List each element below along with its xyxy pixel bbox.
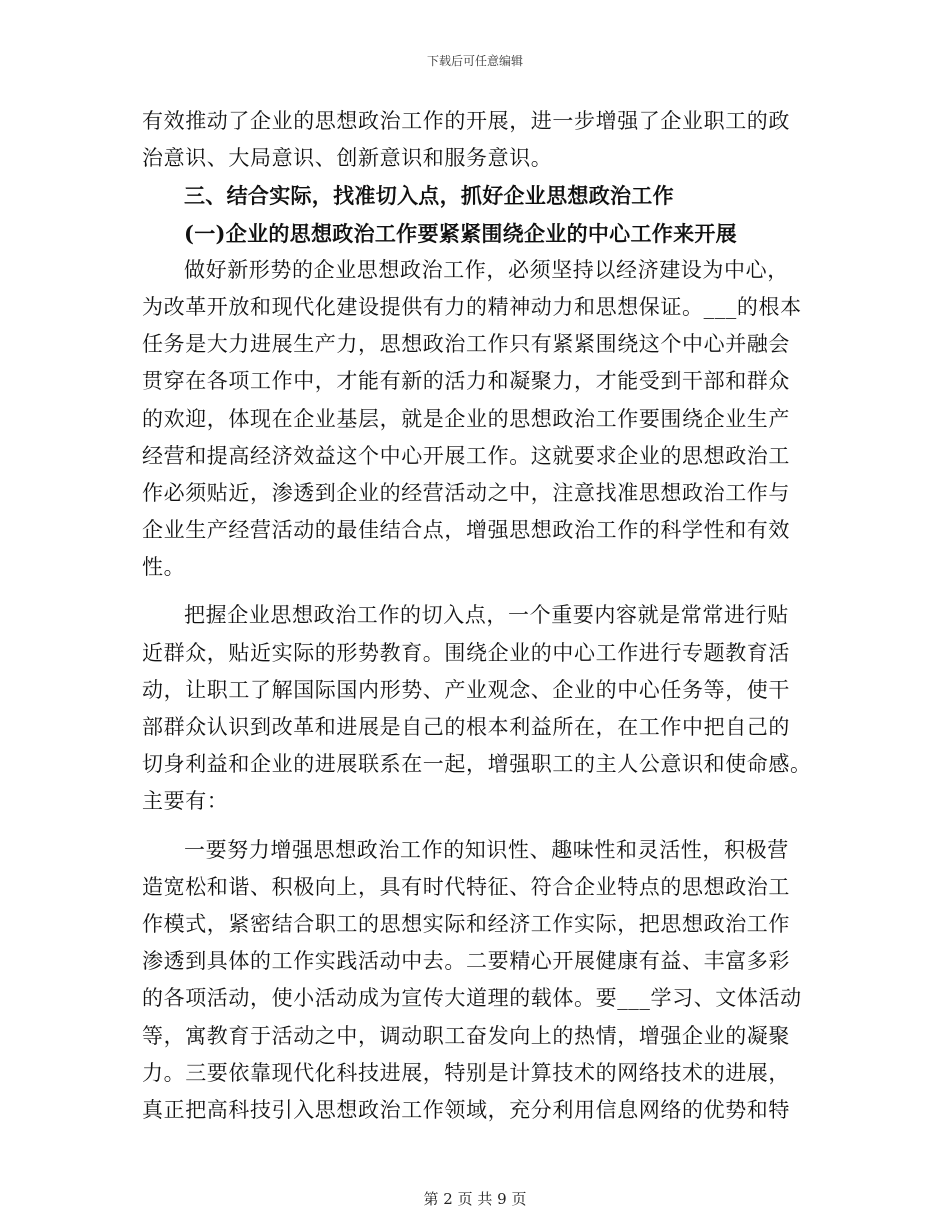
text-line: 的欢迎，体现在企业基层，就是企业的思想政治工作要围绕企业生产 — [142, 406, 790, 431]
text-line: 作必须贴近，渗透到企业的经营活动之中，注意找准思想政治工作与 — [142, 480, 790, 505]
text-line: 一要努力增强思想政治工作的知识性、趣味性和灵活性，积极营 — [184, 837, 789, 862]
text-line: 近群众，贴近实际的形势教育。围绕企业的中心工作进行专题教育活 — [142, 640, 790, 665]
section-heading: 三、结合实际，找准切入点，抓好企业思想政治工作 — [184, 183, 674, 209]
text-line: 主要有： — [142, 789, 229, 814]
header-note: 下载后可任意编辑 — [426, 54, 523, 68]
text-line: 为改革开放和现代化建设提供有力的精神动力和思想保证。___的根本 — [142, 294, 802, 319]
text-line: 性。 — [142, 555, 186, 580]
document-body — [142, 103, 814, 1129]
text-line: 真正把高科技引入思想政治工作领域，充分利用信息网络的优势和特 — [142, 1097, 790, 1122]
text-line: 的各项活动，使小活动成为宣传大道理的载体。要___学习、文体活动 — [142, 986, 802, 1011]
text-line: 切身利益和企业的进展联系在一起，增强职工的主人公意识和使命感。 — [142, 752, 812, 777]
text-line: 企业生产经营活动的最佳结合点，增强思想政治工作的科学性和有效 — [142, 518, 790, 543]
page-number-footer: 第 2 页 共 9 页 — [423, 1190, 527, 1208]
text-line: 造宽松和谐、积极向上，具有时代特征、符合企业特点的思想政治工 — [142, 874, 790, 899]
text-line: 动，让职工了解国际国内形势、产业观念、企业的中心任务等，使干 — [142, 677, 790, 702]
text-line: 做好新形势的企业思想政治工作，必须坚持以经济建设为中心， — [184, 257, 789, 282]
text-line: 经营和提高经济效益这个中心开展工作。这就要求企业的思想政治工 — [142, 443, 790, 468]
text-line: 贯穿在各项工作中，才能有新的活力和凝聚力，才能受到干部和群众 — [142, 369, 790, 394]
text-line: 力。三要依靠现代化科技进展，特别是计算技术的网络技术的进展， — [142, 1060, 790, 1085]
paragraph-gap — [142, 586, 814, 597]
text-line: 任务是大力进展生产力，思想政治工作只有紧紧围绕这个中心并融会 — [142, 332, 790, 357]
text-line: 治意识、大局意识、创新意识和服务意识。 — [142, 146, 553, 171]
text-line: 部群众认识到改革和进展是自己的根本利益所在，在工作中把自己的 — [142, 715, 790, 739]
text-line: 把握企业思想政治工作的切入点，一个重要内容就是常常进行贴 — [184, 603, 789, 628]
subsection-heading: (一)企业的思想政治工作要紧紧围绕企业的中心工作来开展 — [184, 220, 737, 246]
text-line: 等，寓教育于活动之中，调动职工奋发向上的热情，增强企业的凝聚 — [142, 1023, 790, 1048]
text-line: 作模式，紧密结合职工的思想实际和经济工作实际，把思想政治工作 — [142, 911, 790, 936]
text-line: 渗透到具体的工作实践活动中去。二要精心开展健康有益、丰富多彩 — [142, 949, 790, 974]
paragraph-gap — [142, 821, 814, 832]
text-line: 有效推动了企业的思想政治工作的开展，进一步增强了企业职工的政 — [142, 109, 790, 133]
